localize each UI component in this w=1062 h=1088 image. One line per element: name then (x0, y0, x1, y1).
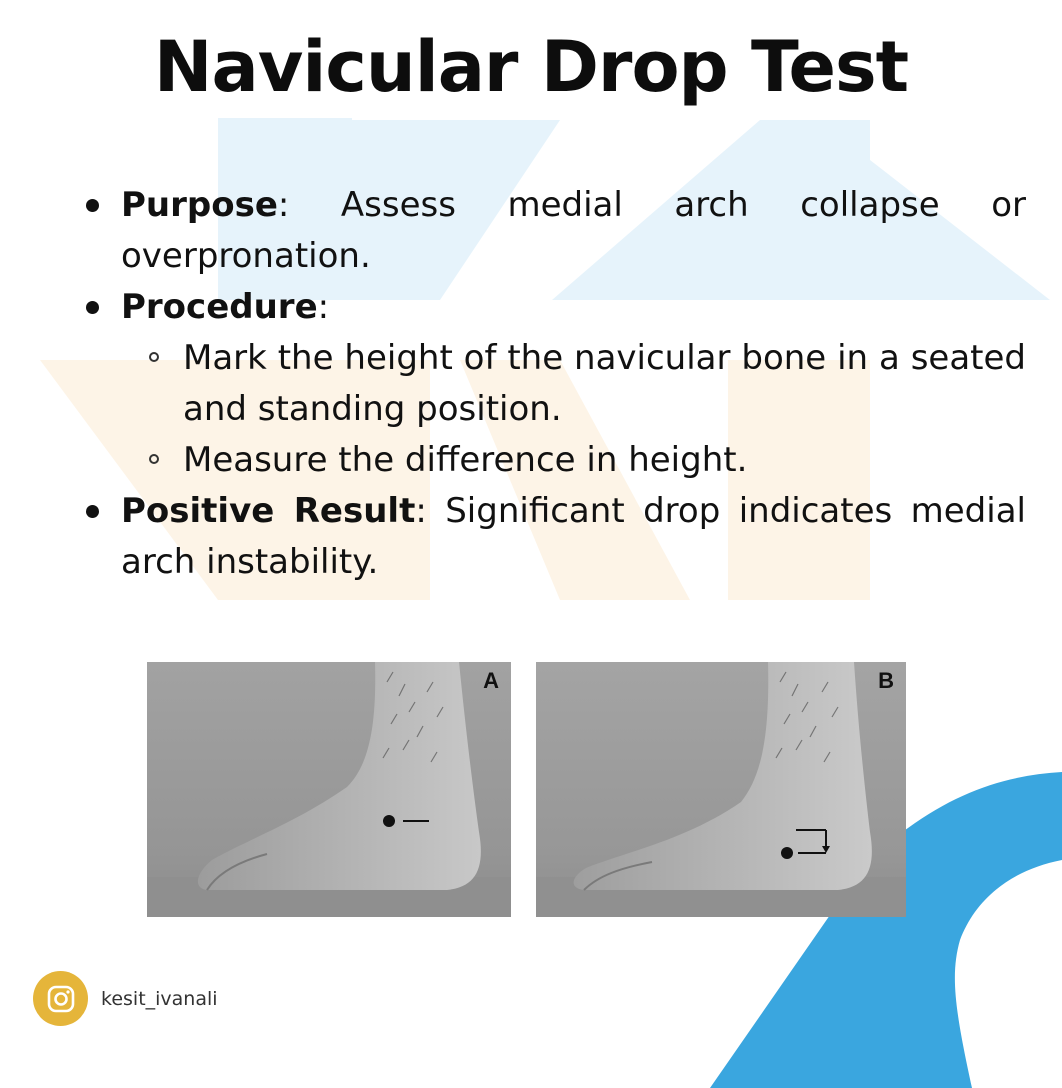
sub-item-mark-height (78, 333, 1026, 435)
bullet-icon (86, 199, 99, 212)
page-title: Navicular Drop Test (153, 26, 909, 108)
sub-item-text: Measure the difference in height. (183, 440, 748, 480)
bullet-icon (86, 301, 99, 314)
list-item-purpose (78, 180, 1026, 282)
circle-bullet-icon (149, 352, 159, 362)
item-text: : Assess medial arch collapse or overpronation. (121, 185, 1026, 276)
item-text: : (317, 287, 330, 327)
bullet-list (78, 180, 1026, 588)
sub-item-text: Mark the height of the navicular bone in a seated and standing position. (183, 338, 1026, 429)
account-handle[interactable]: kesit_ivanali (101, 987, 218, 1010)
list-item-procedure (78, 282, 1026, 333)
sub-item-measure (78, 435, 1026, 486)
panel-label-b: B (878, 668, 894, 693)
figure-b-standing-foot (536, 662, 906, 917)
item-text: : Significant drop indicates medial arch instability. (121, 491, 1026, 582)
circle-bullet-icon (149, 454, 159, 464)
figure-a-seated-foot (147, 662, 511, 917)
panel-label-a: A (483, 668, 499, 693)
item-label: Purpose (121, 185, 278, 225)
list-item-positive-result (78, 486, 1026, 588)
item-label: Positive Result (121, 491, 416, 531)
instagram-icon (33, 971, 88, 1026)
account-footer (33, 971, 218, 1026)
item-label: Procedure (121, 287, 318, 327)
bullet-icon (86, 505, 99, 518)
